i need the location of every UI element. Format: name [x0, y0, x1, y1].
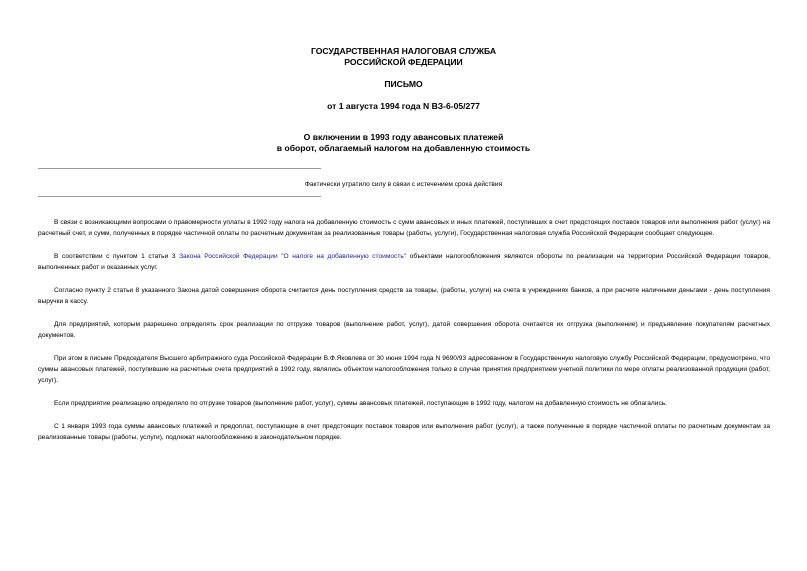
- document-date-number: от 1 августа 1994 года N ВЗ-6-05/277: [327, 101, 480, 111]
- paragraph-4: Для предприятий, которым разрешено определять срок реализации по отгрузке товаров (выполнение работ, услуг), датой совершения оборота считается их отгрузка (выполнение) и предъявление покупателям расчетных документов.: [38, 321, 770, 339]
- paragraph-1: В связи с возникающими вопросами о правомерности уплаты в 1992 году налога на добавленную стоимость с сумм авансовых и иных платежей, поступивших в счет предстоящих поставок товаров или выполнения работ (услуг) на расчетный счет, и сумм, полученных в порядке частичной оплаты по расчетным документам за реализованные товары (работы, услуги), Государственная налоговая служба Российской Федерации сообщает следующее.: [38, 219, 770, 237]
- agency-line-2: РОССИЙСКОЙ ФЕДЕРАЦИИ: [344, 57, 463, 67]
- paragraph-2: [38, 251, 770, 273]
- paragraph-5: При этом в письме Председателя Высшего арбитражного суда Российской Федерации В.Ф.Яковлева от 30 июня 1994 года N 9690/93 адресованном в Государственную налоговую службу Российской Федерации, предусмотрено, что суммы авансовых платежей, поступившие на расчетные счета предприятий в 1992 году, являлись объектом налогообложения только в случае принятия предприятием учетной политики по мере оплаты реализованной продукции (работ, услуг).: [38, 355, 770, 384]
- document-type: ПИСЬМО: [384, 79, 423, 89]
- vat-law-link[interactable]: Закона Российской Федерации "О налоге на добавленную стоимость": [179, 253, 407, 260]
- agency-line-1: ГОСУДАРСТВЕННАЯ НАЛОГОВАЯ СЛУЖБА: [310, 46, 497, 56]
- paragraph-7: С 1 января 1993 года суммы авансовых платежей и предоплат, поступающие в счет предстоящих поставок товаров или выполнения работ (услуг), а также полученные в порядке частичной оплаты по расчетным документам за реализованные товары (работы, услуги), подлежат налогообложению в законодательном порядке.: [38, 423, 770, 441]
- paragraph-2-intro: В соответствии с пунктом 1 статьи 3: [54, 253, 180, 260]
- issuing-agency: [0, 46, 807, 68]
- subject-line-1: О включении в 1993 году авансовых платежей: [303, 132, 504, 142]
- document-body: [38, 217, 770, 455]
- subject-line-2: в оборот, облагаемый налогом на добавленную стоимость: [276, 143, 531, 153]
- top-divider: [38, 168, 321, 169]
- paragraph-3: Согласно пункту 2 статьи 8 указанного Закона датой совершения оборота считается день поступления средств за товары, (работы, услуги) на счета в учреждениях банков, а при расчете наличными деньгами - день поступления выручки в кассу.: [38, 287, 770, 305]
- validity-status-note: Фактически утратило силу в связи с истечением срока действия: [304, 181, 503, 188]
- paragraph-2-rest: объектами налогообложения являются обороты по реализации на территории Российской Федерации товаров, выполненных работ и оказанных услуг.: [38, 253, 770, 271]
- document-subject: [0, 132, 807, 154]
- bottom-divider: [38, 196, 321, 197]
- paragraph-6: Если предприятие реализацию определяло по отгрузке товаров (выполнение работ, услуг), суммы авансовых платежей, поступающие в 1992 году, налогом на добавленную стоимость не облагались.: [54, 400, 668, 407]
